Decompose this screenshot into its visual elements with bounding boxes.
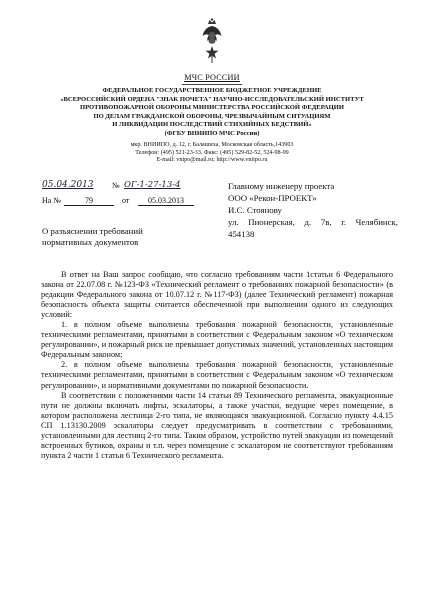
body-paragraph: 1. в полном объеме выполнены требования пожарной безопасности, установленные техническими регламентами, принятыми в соответствии с Федеральным законом «О техническом регулировании», и пожарный риск не превышает допустимых значений, установленных настоящим Федеральным законом;	[41, 320, 393, 360]
institution-line: ФЕДЕРАЛЬНОЕ ГОСУДАРСТВЕННОЕ БЮДЖЕТНОЕ УЧРЕЖДЕНИЕ	[102, 87, 322, 94]
subject-line: нормативных документов	[42, 237, 139, 247]
letter-subject	[42, 226, 192, 248]
outgoing-registration	[42, 180, 212, 194]
registration-block	[42, 180, 212, 210]
body-paragraph: В ответ на Ваш запрос сообщаю, что согласно требованиям части 1статьи 6 Федерального закона от 22.07.08 г. №123-ФЗ «Технический регламент о требованиях пожарной безопасности» (в редакции Федерального закона от 10.07.12 г. №117-ФЗ) (далее Технический регламент) пожарная безопасность объекта защиты считается обеспеченной при выполнении одного из следующих условий:	[41, 270, 393, 320]
institution-line: «ВСЕРОССИЙСКИЙ ОРДЕНА "ЗНАК ПОЧЕТА" НАУЧНО-ИССЛЕДОВАТЕЛЬСКИЙ ИНСТИТУТ	[60, 95, 364, 103]
number-sign: №	[112, 181, 120, 190]
recipient-name: И.С. Стоянову	[228, 205, 282, 215]
handwritten-date: 05.04.2013	[42, 180, 94, 190]
contact-block	[40, 142, 384, 165]
recipient-street: ул. Пионерская, д. 7в, г. Челябинск,	[228, 217, 398, 227]
reference-label: На №	[42, 196, 61, 205]
institution-line: ПРОТИВОПОЖАРНОЙ ОБОРОНЫ МИНИСТЕРСТВА РОССИЙСКОЙ ФЕДЕРАЦИИ	[79, 104, 345, 112]
recipient-block	[228, 180, 398, 240]
header-divider	[182, 84, 242, 85]
institution-line: ПО ДЕЛАМ ГРАЖДАНСКОЙ ОБОРОНЫ, ЧРЕЗВЫЧАЙНЫМ СИТУАЦИЯМ	[93, 112, 331, 120]
phone-fax: Телефон: (495) 521-23-33. Факс: (495) 529-82-52, 524-98-99	[135, 149, 289, 156]
institution-header	[40, 87, 384, 139]
ministry-name: МЧС РОССИИ	[184, 73, 240, 82]
subject-line: О разъяснении требований	[42, 226, 143, 236]
body-paragraph: В соответствии с положениями части 14 статьи 89 Технического регламента, эвакуационные пути не должны включать лифты, эскалаторы, а также участки, ведущие через помещение, в котором расположена лестница 2-го типа, не являющаяся эвакуационной. Согласно пункту 4.4.15 СП 1.13130.2009 эскалаторы следует предусматривать в соответствии с требованиями, установленными для лестниц 2-го типа. Таким образом, устройство путей эвакуации из помещений встроенных бутиков, охраны и т.п. через помещение с эскалатором не соответствуют требованиям пункта 2 части 1 статьи 6 Технического регламента.	[41, 390, 393, 460]
website-link[interactable]: http://www.vniipo.ru	[216, 157, 268, 164]
letter-body	[41, 270, 393, 461]
reference-date-label: от	[122, 196, 130, 205]
email-link[interactable]: E-mail: vnipo@mail.ru;	[156, 157, 215, 164]
body-paragraph: 2. в полном объеме выполнены требования пожарной безопасности, установленные техническими регламентами, принятыми в соответствии с Федеральным законом «О техническом регулировании», и нормативными документами по пожарной безопасности.	[41, 360, 393, 390]
incoming-reference	[42, 196, 212, 210]
recipient-position: Главному инженеру проекта	[228, 181, 335, 191]
postal-address: мкр. ВНИИПО, д. 12, г. Балашиха, Московская область,143903	[130, 142, 294, 148]
emergency-ministry-emblem-icon	[201, 18, 223, 64]
reference-date: 05.03.2013	[138, 196, 194, 206]
reference-number: 79	[64, 196, 114, 206]
recipient-postcode: 454138	[228, 229, 255, 239]
email-website-line	[40, 157, 384, 165]
institution-short-name: (ФГБУ ВНИИПО МЧС России)	[164, 129, 260, 137]
handwritten-number: ОГ-1-27-13-4	[124, 180, 181, 190]
recipient-company: ООО «Рекон-ПРОЕКТ»	[228, 193, 317, 203]
institution-line: И ЛИКВИДАЦИИ ПОСЛЕДСТВИЙ СТИХИЙНЫХ БЕДСТВИЙ»	[112, 121, 312, 129]
